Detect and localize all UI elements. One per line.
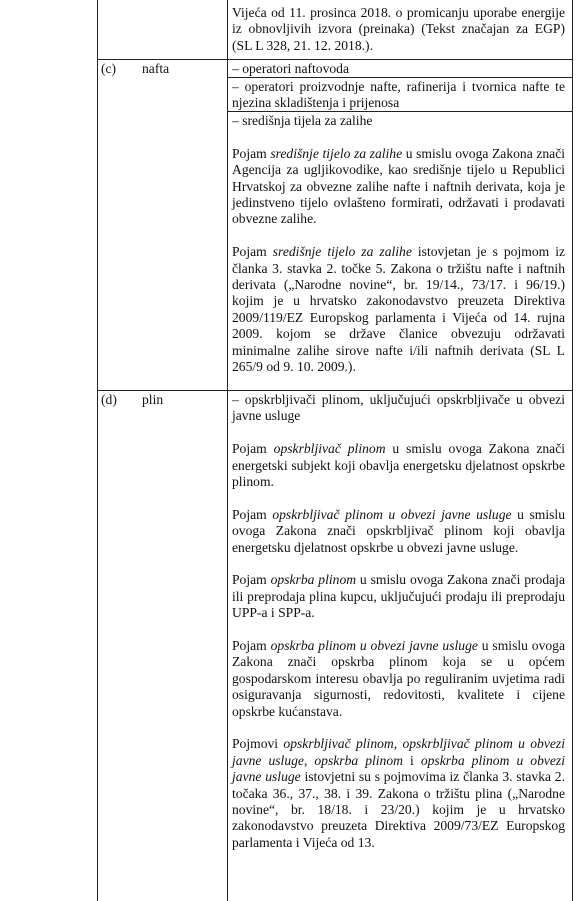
text-run: – opskrbljivači plinom, uključujući opskrbljivače u obvezi javne usluge [232, 392, 565, 424]
text-run: Pojam [232, 572, 271, 588]
text-run: i [402, 752, 421, 768]
italic-term: središnje tijelo za zalihe [270, 145, 403, 161]
text-run: istovjetan je s pojmom iz članka 3. stavka 2. točke 5. Zakona o tržištu nafte i naftnih derivata („Narodne novine“, br. 19/14., 73/17. i 96/19.) kojim je u hrvatsko zakonodavstvo preuzeta Direktiva 2009/119/EZ Europskog parlamenta i Vijeća od 14. rujna 2009. kojom se države članice obvezuju održavati minimalne zalihe sirove nafte i/ili naftnih derivata (SL L 265/9 od 9. 10. 2009.). [232, 244, 566, 375]
paragraph [232, 244, 565, 375]
paragraph [232, 113, 565, 129]
row-divider-c [97, 59, 573, 60]
list-item: – operatori naftovoda [232, 61, 350, 76]
paragraph [232, 736, 565, 851]
text-run: Pojam [232, 441, 274, 457]
text-run: Vijeća od 11. prosinca 2018. o promicanju uporabe energije iz obnovljivih izvora (preinaka) (Tekst značajan za EGP) (SL L 328, 21. 12. 2018.). [232, 5, 565, 53]
text-run: Pojam [232, 244, 273, 260]
table-right-border [572, 0, 573, 901]
italic-term: opskrbljivač plinom [273, 441, 386, 457]
paragraph [232, 441, 565, 490]
plin-definitions [232, 392, 565, 851]
italic-term: opskrba plinom [270, 572, 357, 588]
italic-term: opskrbljivač plinom, opskrbljivač plinom u obvezi javne usluge, opskrba plinom [232, 736, 565, 768]
nafta-definitions [232, 113, 565, 375]
column-divider [227, 0, 228, 901]
text-run: Pojam [232, 506, 273, 522]
paragraph [232, 507, 565, 556]
text-run: Pojam [232, 638, 271, 654]
text-run: Pojmovi [232, 736, 284, 752]
text-run: Pojam [232, 145, 271, 161]
text-run: u smislu ovoga Zakona znači opskrba plinom koja se u općem gospodarskom interesu obavlja po reguliranim uvjetima radi osiguravanja sigurnosti, redovitosti, kvalitete i cijene opskrbe kućanstava. [232, 638, 566, 719]
italic-term: središnje tijelo za zalihe [272, 244, 412, 260]
text-run: u smislu ovoga Zakona znači Agencija za ugljikovodike, kao središnje tijelo u Republici Hrvatskoj za obvezne zalihe nafte i naftnih derivata, koja je jedinstveno tijelo ovlašteno formirati, održavati i prodavati obvezne zalihe. [232, 145, 566, 227]
category-nafta: nafta [142, 61, 170, 76]
nafta-item-1 [232, 61, 565, 77]
list-item: – operatori proizvodnje nafte, rafinerija i tvornica nafte te njezina skladištenja i prijenosa [232, 79, 565, 111]
italic-term: opskrba plinom u obvezi javne usluge [232, 752, 565, 785]
category-plin: plin [142, 392, 164, 407]
nafta-item-2 [232, 79, 565, 112]
row-divider-d [97, 390, 573, 391]
paragraph [232, 5, 565, 54]
text-run: u smislu ovoga Zakona znači prodaja ili preprodaja plina kupcu, uključujući prodaju ili preprodaju UPP-a i SPP-a. [232, 572, 565, 621]
paragraph [232, 146, 565, 228]
paragraph [232, 638, 565, 720]
row-continuation-text [232, 5, 565, 54]
row-letter-d: (d) [101, 392, 117, 407]
text-run: istovjetni su s pojmovima iz članka 3. stavka 2. točaka 36., 37., 38. i 39. Zakona o tržištu plina („Narodne novine“, br. 18/18. i 23/20.) kojim je u hrvatsko zakonodavstvo preuzeta Direktiva 2009/73/EZ Europskog parlamenta i Vijeća od 13. [232, 769, 566, 850]
table-left-border [97, 0, 98, 901]
italic-term: opskrbljivač plinom u obvezi javne usluge [272, 506, 512, 522]
text-run: – središnja tijela za zalihe [232, 113, 373, 128]
row-letter-c: (c) [101, 61, 117, 76]
paragraph [232, 392, 565, 425]
paragraph [232, 572, 565, 621]
italic-term: opskrba plinom u obvezi javne usluge [270, 638, 478, 654]
text-run: u smislu ovoga Zakona znači energetski subjekt koji obavlja energetsku djelatnost opskrbe plinom. [232, 441, 566, 490]
text-run: u smislu ovoga Zakona znači opskrbljivač plinom koji obavlja energetsku djelatnost opskrbe u obvezi javne usluge. [232, 506, 565, 555]
legal-table [97, 0, 573, 901]
